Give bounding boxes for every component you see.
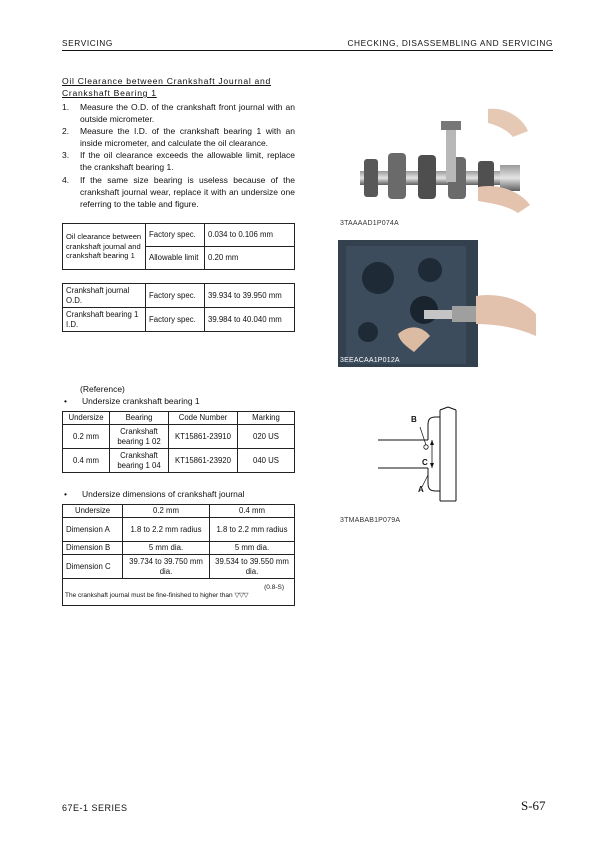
table-cell: 39.934 to 39.950 mm xyxy=(205,284,295,308)
table-cell: Dimension B xyxy=(63,542,123,555)
table-cell: 1.8 to 2.2 mm radius xyxy=(123,518,210,542)
cylinder-block-illustration xyxy=(338,240,536,367)
journal-dimension-diagram xyxy=(378,405,468,505)
table-header: 0.4 mm xyxy=(210,505,295,518)
table-cell: Factory spec. xyxy=(146,224,205,247)
figure-caption: 3TMABAB1P079A xyxy=(340,517,401,524)
label-c: C xyxy=(422,458,428,467)
table-header: Undersize xyxy=(63,412,110,425)
step-item xyxy=(62,149,295,173)
table-header: Undersize xyxy=(63,505,123,518)
table-cell: Factory spec. xyxy=(146,284,205,308)
header-rule xyxy=(62,50,553,51)
dimension-table xyxy=(62,283,295,332)
table-cell: Crankshaft bearing 1 I.D. xyxy=(63,308,146,332)
header-left: SERVICING xyxy=(62,38,113,48)
bullet-text: Undersize crankshaft bearing 1 xyxy=(82,396,200,406)
table-cell: 0.20 mm xyxy=(205,247,295,270)
step-number: 3. xyxy=(62,150,70,161)
table-header: Code Number xyxy=(169,412,238,425)
table-cell: 0.4 mm xyxy=(63,449,110,473)
label-b: B xyxy=(411,415,417,424)
step-number: 1. xyxy=(62,102,70,112)
reference-bullet xyxy=(62,488,295,500)
note-code: (0.8-S) xyxy=(264,584,284,591)
step-number: 4. xyxy=(62,174,70,185)
note-text: The crankshaft journal must be fine-finished to higher than xyxy=(65,592,233,599)
step-item xyxy=(62,174,295,210)
label-a: A xyxy=(418,485,424,494)
table-cell: 5 mm dia. xyxy=(210,542,295,555)
bullet-dot: • xyxy=(64,396,67,406)
page-number: S-67 xyxy=(521,798,546,813)
figure-caption: 3EEACAA1P012A xyxy=(340,357,400,364)
clearance-label: Oil clearance between crankshaft journal and crankshaft bearing 1 xyxy=(63,224,146,270)
table-cell: Factory spec. xyxy=(146,308,205,332)
table-cell: Crankshaft journal O.D. xyxy=(63,284,146,308)
table-cell: 0.2 mm xyxy=(63,425,110,449)
bullet-text: Undersize dimensions of crankshaft journal xyxy=(82,489,245,499)
crankshaft-photo xyxy=(338,101,536,216)
bullet-dot: • xyxy=(64,489,67,499)
step-text: Measure the O.D. of the crankshaft front journal with an outside micrometer. xyxy=(80,102,295,125)
table-cell: 5 mm dia. xyxy=(123,542,210,555)
steps-list xyxy=(62,101,295,210)
table-cell: 39.734 to 39.750 mm dia. xyxy=(123,555,210,579)
table-cell: Crankshaft bearing 1 04 xyxy=(110,449,169,473)
section-title: Oil Clearance between Crankshaft Journal and Crankshaft Bearing 1 xyxy=(62,76,271,98)
table-cell: Dimension C xyxy=(63,555,123,579)
table-cell: 040 US xyxy=(238,449,295,473)
table-header: Bearing xyxy=(110,412,169,425)
table-cell: 1.8 to 2.2 mm radius xyxy=(210,518,295,542)
bearing-table xyxy=(62,411,295,473)
cylinder-block-photo xyxy=(338,240,536,367)
step-text: If the oil clearance exceeds the allowable limit, replace the crankshaft bearing 1. xyxy=(80,150,295,173)
step-number: 2. xyxy=(62,126,70,137)
table-cell: Dimension A xyxy=(63,518,123,542)
surface-finish-icon: ▽▽▽ xyxy=(234,592,248,599)
reference-heading: (Reference) xyxy=(80,384,125,394)
table-cell: KT15861-23920 xyxy=(169,449,238,473)
step-item xyxy=(62,125,295,149)
table-header: 0.2 mm xyxy=(123,505,210,518)
table-cell: 0.034 to 0.106 mm xyxy=(205,224,295,247)
journal-note-cell xyxy=(63,579,295,606)
footer-series: 67E-1 SERIES xyxy=(62,803,128,813)
table-cell: 39.984 to 40.040 mm xyxy=(205,308,295,332)
step-text: If the same size bearing is useless because of the crankshaft journal wear, replace it with an undersize one referring to the table and figure. xyxy=(80,174,295,209)
table-cell: Allowable limit xyxy=(146,247,205,270)
table-cell: Crankshaft bearing 1 02 xyxy=(110,425,169,449)
figure-caption: 3TAAAAD1P074A xyxy=(340,220,399,227)
table-header: Marking xyxy=(238,412,295,425)
table-cell: KT15861-23910 xyxy=(169,425,238,449)
step-item xyxy=(62,101,295,125)
reference-bullet xyxy=(62,395,295,407)
step-text: Measure the I.D. of the crankshaft bearing 1 with an inside micrometer, and calculate the oil clearance. xyxy=(80,126,295,149)
clearance-table xyxy=(62,223,295,270)
table-cell: 020 US xyxy=(238,425,295,449)
crankshaft-illustration xyxy=(338,101,536,216)
journal-table xyxy=(62,504,295,606)
table-cell: 39.534 to 39.550 mm dia. xyxy=(210,555,295,579)
header-right: CHECKING, DISASSEMBLING AND SERVICING xyxy=(347,38,553,48)
